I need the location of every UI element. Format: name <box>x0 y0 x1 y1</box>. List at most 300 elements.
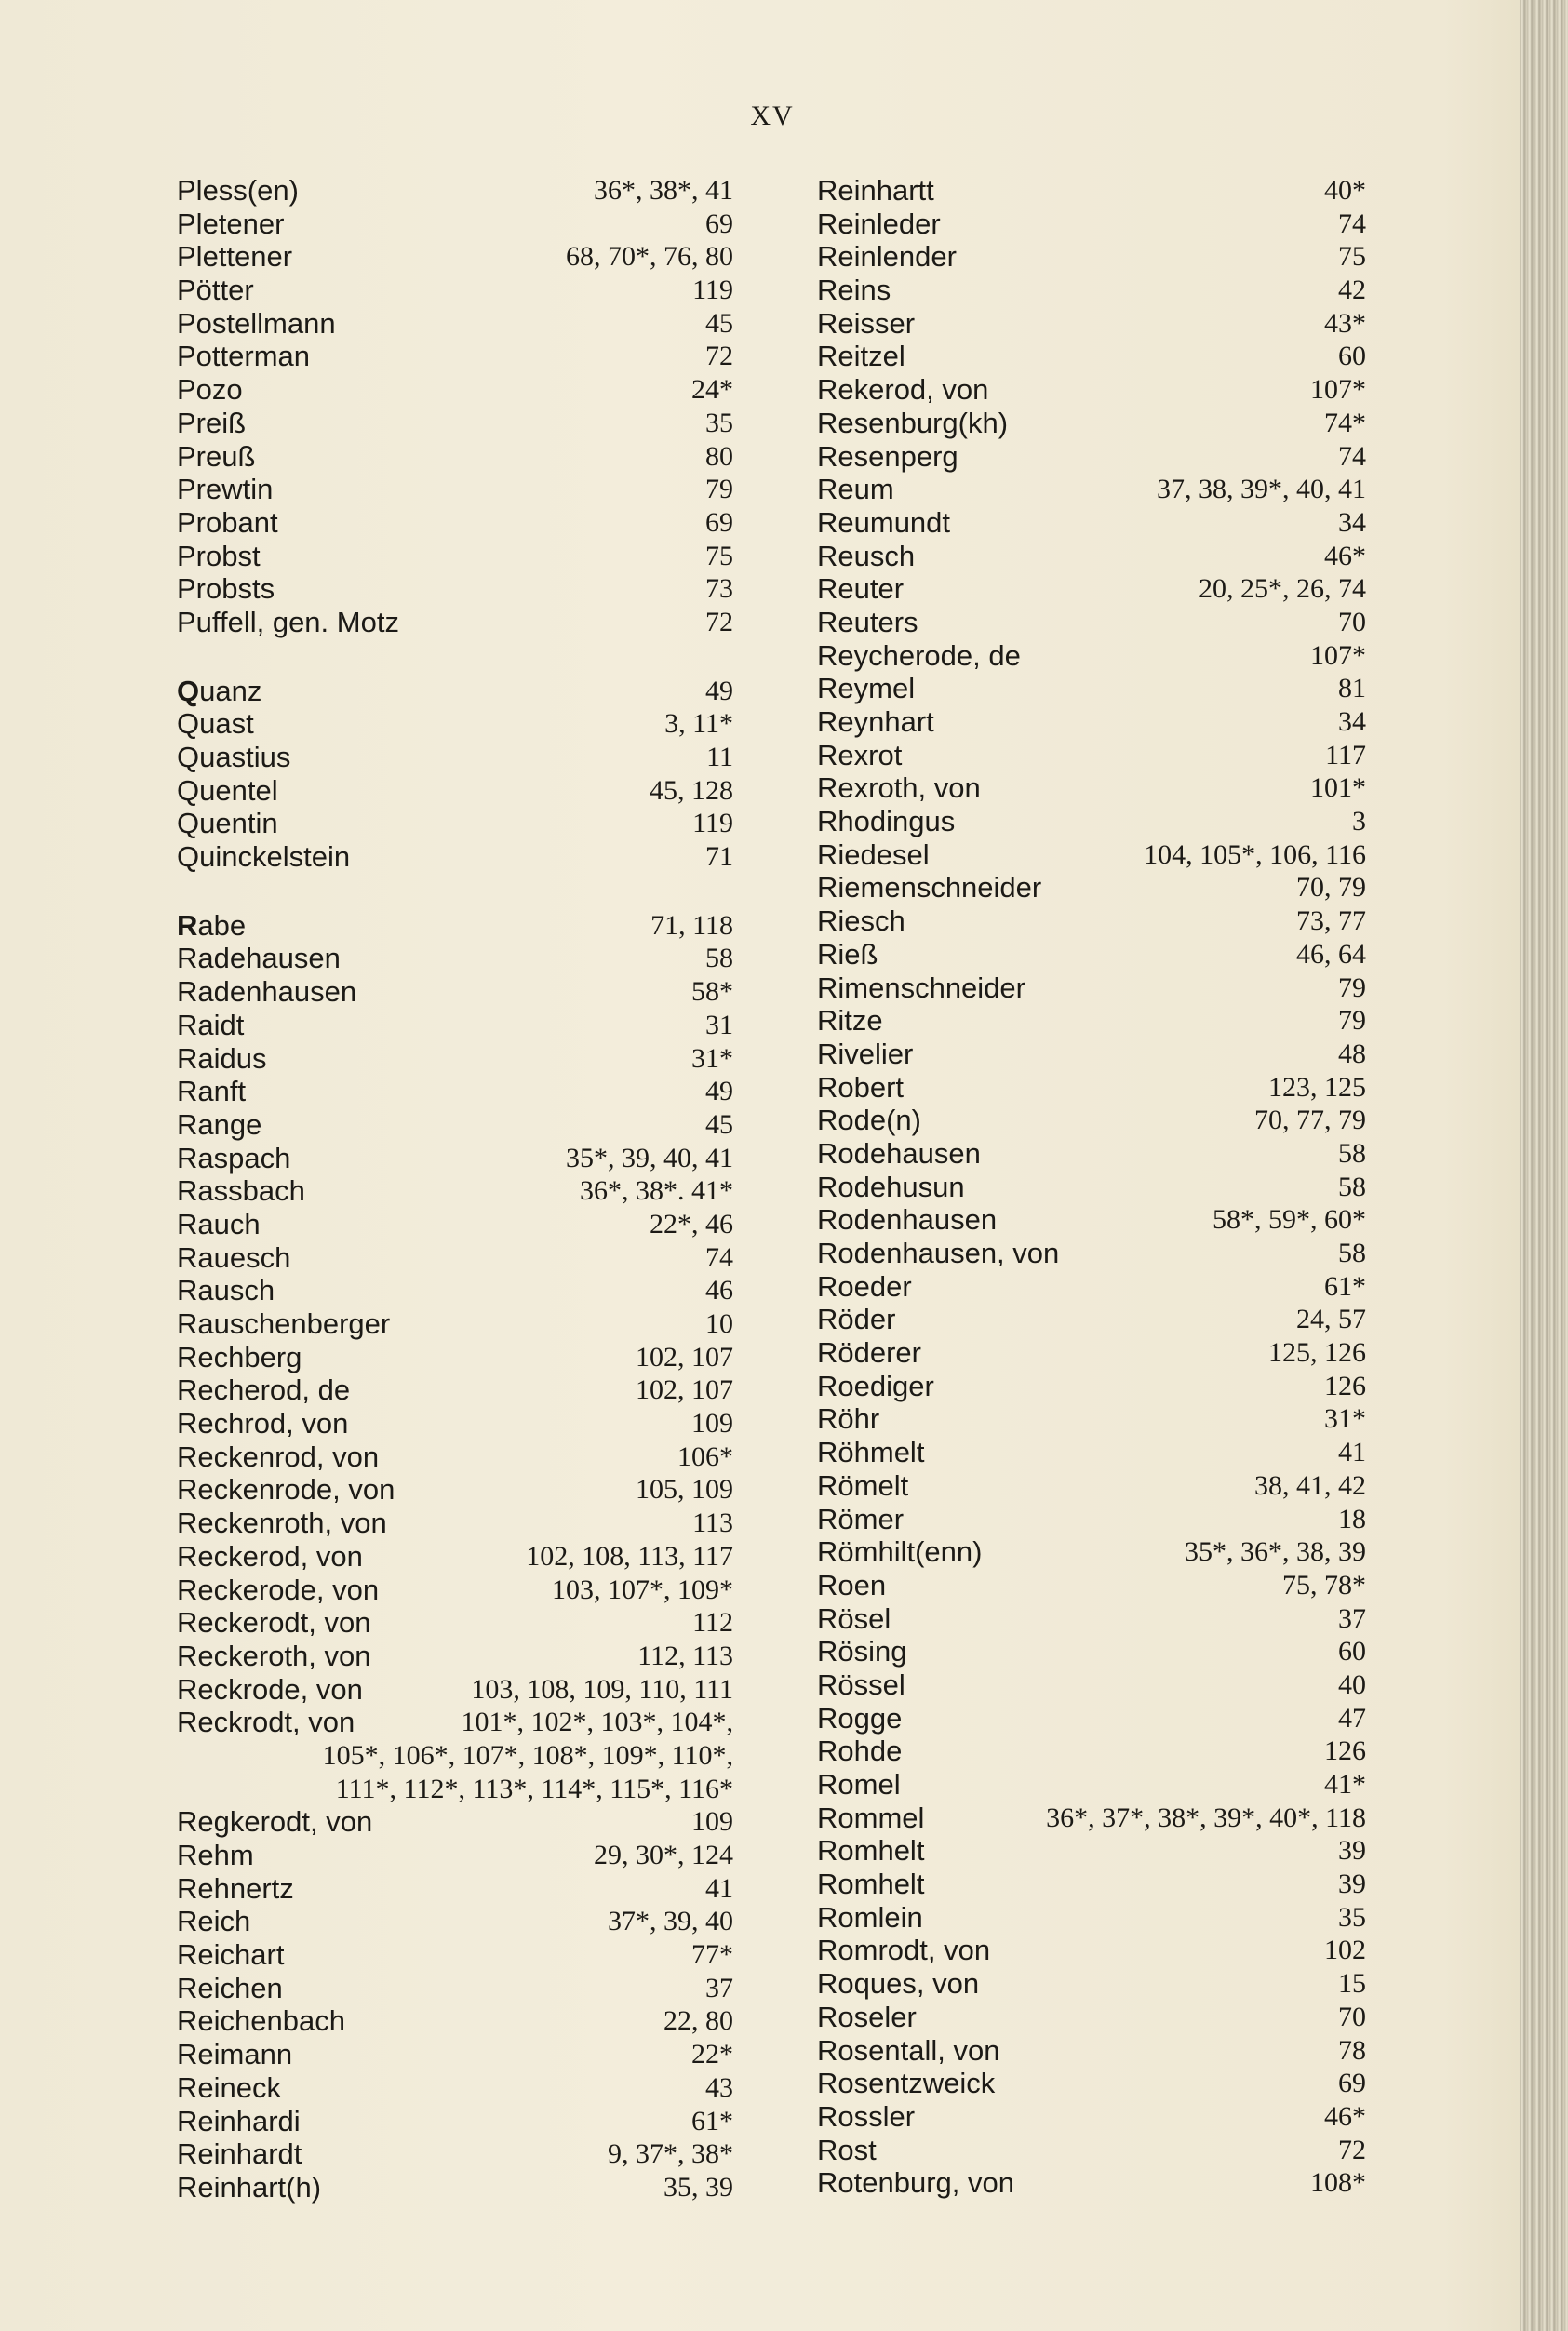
entry-pages: 71, 118 <box>650 909 733 941</box>
entry-name: Rassbach <box>177 1174 305 1208</box>
entry-name: Rekerod, von <box>817 373 989 407</box>
entry-name: Riesch <box>817 904 905 938</box>
entry-name: Reycherode, de <box>817 638 1021 672</box>
entry-pages: 69 <box>705 208 733 239</box>
entry-pages: 35*, 39, 40, 41 <box>566 1142 733 1173</box>
entry-name: Reinlender <box>817 240 957 274</box>
entry-pages: 109 <box>691 1408 733 1440</box>
entry-pages: 20, 25*, 26, 74 <box>1199 573 1366 605</box>
entry-pages: 102, 107 <box>636 1341 733 1373</box>
entry-name: Raidt <box>177 1008 245 1041</box>
index-entry <box>177 1905 735 1938</box>
entry-name: Rode(n) <box>817 1104 921 1137</box>
entry-name: Regkerodt, von <box>177 1805 373 1839</box>
index-entry <box>817 1602 1366 1636</box>
entry-pages: 102, 108, 113, 117 <box>526 1540 733 1572</box>
entry-pages: 22*, 46 <box>650 1208 733 1239</box>
entry-name: Reinhart(h) <box>177 2170 322 2204</box>
entry-name: Reckerod, von <box>177 1539 363 1573</box>
entry-pages: 108* <box>1310 2167 1366 2199</box>
entry-pages: 74* <box>1324 407 1366 438</box>
index-entry <box>177 473 735 506</box>
entry-name-rest: abe <box>197 908 247 942</box>
entry-pages: 70 <box>1338 2001 1366 2032</box>
entry-pages: 35*, 36*, 38, 39 <box>1185 1536 1366 1568</box>
entry-pages: 49 <box>705 675 733 706</box>
entry-pages: 60 <box>1338 341 1366 372</box>
entry-pages: 45 <box>705 1108 733 1140</box>
entry-name: Reckrodt, von <box>177 1706 355 1739</box>
entry-name: Röderer <box>817 1336 921 1370</box>
entry-pages: 103, 108, 109, 110, 111 <box>471 1673 733 1705</box>
entry-pages: 81 <box>1338 673 1366 704</box>
index-entry <box>817 2067 1366 2100</box>
entry-name: Rösing <box>817 1635 907 1668</box>
entry-name: Probst <box>177 539 261 572</box>
entry-name: Rehm <box>177 1839 254 1871</box>
entry-pages: 34 <box>1338 506 1366 538</box>
entry-pages: 112 <box>692 1607 733 1639</box>
entry-pages: 34 <box>1338 706 1366 737</box>
index-entry <box>177 1938 735 1972</box>
entry-pages: 36*, 38*. 41* <box>580 1175 733 1207</box>
entry-pages: 75, 78* <box>1282 1569 1366 1601</box>
index-entry <box>177 174 735 208</box>
entry-name: Reuters <box>817 605 918 638</box>
index-entry <box>177 407 735 440</box>
index-entry <box>817 1668 1366 1702</box>
entry-pages: 74 <box>1338 208 1366 239</box>
index-entry <box>817 1702 1366 1735</box>
entry-pages: 18 <box>1338 1503 1366 1534</box>
entry-name: Reckenrode, von <box>177 1473 395 1507</box>
entry-pages: 58* <box>691 976 733 1008</box>
entry-pages: 80 <box>705 440 733 472</box>
entry-name: Robert <box>817 1070 905 1104</box>
index-entry <box>817 1535 1366 1569</box>
index-entry <box>177 208 735 241</box>
entry-name: Pletener <box>177 207 285 240</box>
entry-name: Reinleder <box>817 207 941 240</box>
entry-name: Ritze <box>817 1004 883 1038</box>
index-entry <box>177 1739 735 1773</box>
entry-pages: 42 <box>1338 275 1366 306</box>
index-entry <box>817 1967 1366 2001</box>
index-entry <box>177 1507 735 1540</box>
index-entry <box>817 340 1366 373</box>
entry-pages: 73, 77 <box>1296 905 1366 937</box>
index-entry <box>817 1402 1366 1436</box>
entry-pages: 113 <box>692 1507 733 1539</box>
entry-name: Rechrod, von <box>177 1407 349 1440</box>
index-entry <box>177 274 735 307</box>
entry-pages: 79 <box>1338 971 1366 1003</box>
entry-name: Riedesel <box>817 837 930 871</box>
entry-pages: 73 <box>705 573 733 605</box>
index-entry <box>817 1469 1366 1503</box>
index-entry <box>177 506 735 540</box>
entry-name: Reuter <box>817 572 905 606</box>
entry-name: Rössel <box>817 1668 905 1701</box>
entry-name: Quinckelstein <box>177 840 351 874</box>
index-entry <box>817 174 1366 208</box>
page-number: XV <box>750 100 795 131</box>
entry-pages: 58 <box>1338 1171 1366 1202</box>
entry-pages: 37 <box>705 1972 733 2003</box>
index-entry <box>177 572 735 606</box>
entry-pages: 58*, 59*, 60* <box>1213 1204 1366 1236</box>
entry-name: Rost <box>817 2133 877 2166</box>
index-entry <box>177 240 735 274</box>
entry-pages: 58 <box>705 943 733 974</box>
entry-pages: 71 <box>705 841 733 873</box>
entry-name: Reimann <box>177 2038 293 2071</box>
entry-name: Preuß <box>177 439 256 473</box>
index-entry <box>177 440 735 474</box>
index-entry <box>817 606 1366 639</box>
entry-pages: 70, 77, 79 <box>1254 1105 1366 1136</box>
entry-name: Reckerode, von <box>177 1573 380 1606</box>
entry-pages: 119 <box>692 275 733 306</box>
entry-pages: 37*, 39, 40 <box>608 1906 733 1937</box>
entry-pages: 78 <box>1338 2034 1366 2066</box>
entry-name: Rieß <box>817 937 878 971</box>
index-entry <box>817 1370 1366 1403</box>
index-entry <box>177 2004 735 2038</box>
entry-name: Römhilt(enn) <box>817 1535 983 1569</box>
entry-name: Romlein <box>817 1900 923 1934</box>
index-entry <box>817 440 1366 474</box>
entry-pages: 112, 113 <box>637 1640 733 1671</box>
entry-pages: 125, 126 <box>1268 1337 1366 1369</box>
index-entry <box>177 1142 735 1175</box>
entry-name: Reisser <box>817 306 916 340</box>
entry-pages: 41 <box>1338 1437 1366 1468</box>
index-entry <box>817 971 1366 1005</box>
entry-pages: 3 <box>1352 806 1366 837</box>
index-entry <box>177 1872 735 1906</box>
entry-name: Roen <box>817 1568 887 1601</box>
entry-name: Quast <box>177 707 254 741</box>
section-gap <box>177 639 735 675</box>
entry-pages: 119 <box>692 808 733 839</box>
index-entry <box>177 1042 735 1076</box>
entry-name: Quentin <box>177 807 278 840</box>
entry-name: Rodehusun <box>817 1170 965 1203</box>
entry-pages: 43* <box>1324 307 1366 339</box>
entry-pages: 102 <box>1324 1935 1366 1966</box>
entry-name: Reynhart <box>817 705 934 738</box>
entry-pages: 29, 30*, 124 <box>594 1840 733 1870</box>
index-entry <box>817 2034 1366 2068</box>
entry-name: Romhelt <box>817 1834 925 1868</box>
entry-name-rest: uanz <box>199 674 262 707</box>
index-entry <box>177 909 735 943</box>
entry-name: Quastius <box>177 741 291 773</box>
entry-name: Rexrot <box>817 738 903 771</box>
index-entry <box>177 1805 735 1839</box>
entry-name: Range <box>177 1107 262 1141</box>
entry-pages: 41 <box>705 1872 733 1904</box>
entry-name: Radenhausen <box>177 975 357 1009</box>
entry-pages: 36*, 37*, 38*, 39*, 40*, 118 <box>1046 1802 1366 1833</box>
entry-name: Probsts <box>177 572 275 606</box>
index-entry <box>177 840 735 874</box>
index-entry <box>817 240 1366 274</box>
entry-name: Resenburg(kh) <box>817 406 1009 439</box>
index-entry <box>817 1901 1366 1935</box>
entry-name: Rodenhausen <box>817 1203 998 1237</box>
entry-pages: 46* <box>1324 2100 1366 2132</box>
entry-name: Rommel <box>817 1801 925 1834</box>
entry-name: Rexroth, von <box>817 771 981 805</box>
index-entry <box>817 1569 1366 1602</box>
entry-name: Quentel <box>177 773 278 807</box>
entry-name: Reinhardi <box>177 2104 301 2137</box>
entry-pages: 61* <box>691 2105 733 2137</box>
entry-name: Röhmelt <box>817 1436 925 1469</box>
section-gap <box>177 874 735 909</box>
entry-name: Rohde <box>817 1735 903 1768</box>
entry-name: Reum <box>817 473 894 506</box>
index-entry <box>177 1640 735 1673</box>
entry-pages: 105*, 106*, 107*, 108*, 109*, 110*, <box>322 1739 733 1771</box>
entry-pages: 11 <box>706 742 733 772</box>
entry-name: Rodenhausen, von <box>817 1237 1060 1269</box>
entry-name: Römelt <box>817 1468 909 1502</box>
index-entry <box>177 1540 735 1574</box>
entry-pages: 40 <box>1338 1668 1366 1700</box>
entry-pages: 22, 80 <box>663 2005 733 2037</box>
index-entry <box>177 1373 735 1407</box>
entry-name: Roeder <box>817 1269 912 1303</box>
entry-name: Rosentzweick <box>817 2067 996 2100</box>
entry-pages: 31* <box>691 1042 733 1074</box>
index-entry <box>817 1503 1366 1536</box>
entry-name: Rogge <box>817 1701 903 1735</box>
index-entry <box>817 705 1366 739</box>
entry-pages: 72 <box>1338 2134 1366 2165</box>
entry-pages: 39 <box>1338 1869 1366 1900</box>
entry-pages: 105, 109 <box>636 1474 733 1506</box>
entry-pages: 41* <box>1324 1769 1366 1800</box>
entry-name: Reitzel <box>817 340 905 373</box>
entry-pages: 45, 128 <box>650 774 733 806</box>
entry-name: Reinhardt <box>177 2137 302 2171</box>
entry-name: Reineck <box>177 2070 281 2104</box>
entry-pages: 126 <box>1324 1735 1366 1767</box>
entry-name: Pötter <box>177 274 254 307</box>
entry-pages: 60 <box>1338 1636 1366 1668</box>
index-entry <box>177 373 735 407</box>
index-entry <box>817 1436 1366 1469</box>
index-entry <box>817 1237 1366 1270</box>
entry-name: Pless(en) <box>177 174 299 207</box>
index-entry <box>177 1407 735 1440</box>
entry-pages: 31* <box>1324 1403 1366 1435</box>
entry-name: Reckenroth, von <box>177 1507 387 1540</box>
index-entry <box>817 208 1366 241</box>
entry-name: Roques, von <box>817 1967 980 2001</box>
entry-name <box>177 675 261 708</box>
entry-name: Rauesch <box>177 1240 291 1274</box>
entry-name: Reckrode, von <box>177 1672 363 1706</box>
entry-pages: 101* <box>1310 772 1366 804</box>
entry-pages: 75 <box>705 540 733 571</box>
index-entry <box>177 1274 735 1307</box>
index-entry <box>817 1868 1366 1901</box>
entry-name: Recherod, de <box>177 1373 351 1407</box>
index-entry <box>177 1440 735 1474</box>
entry-name: Ranft <box>177 1075 247 1108</box>
index-entry <box>177 1673 735 1707</box>
index-entry <box>817 838 1366 872</box>
entry-name: Rimenschneider <box>817 971 1025 1004</box>
entry-name: Preiß <box>177 406 247 439</box>
entry-name: Reichart <box>177 1938 285 1972</box>
index-entry <box>177 1241 735 1275</box>
entry-pages: 61* <box>1324 1270 1366 1302</box>
index-entry <box>817 805 1366 838</box>
entry-name: Romel <box>817 1768 901 1801</box>
index-entry <box>817 1802 1366 1835</box>
entry-name: Radehausen <box>177 942 341 975</box>
index-entry <box>177 1009 735 1042</box>
entry-pages: 58 <box>1338 1137 1366 1169</box>
entry-name: Roediger <box>817 1369 934 1402</box>
entry-pages: 47 <box>1338 1702 1366 1734</box>
entry-pages: 77* <box>691 1939 733 1971</box>
index-entry <box>817 2100 1366 2134</box>
entry-pages: 22* <box>691 2039 733 2070</box>
entry-name: Reinhartt <box>817 174 934 207</box>
entry-name: Rechberg <box>177 1340 302 1373</box>
index-entry <box>817 739 1366 772</box>
entry-pages: 58 <box>1338 1238 1366 1268</box>
entry-pages: 24* <box>691 374 733 406</box>
index-entry <box>177 1208 735 1241</box>
section-initial: R <box>177 908 198 942</box>
index-entry <box>817 1834 1366 1868</box>
index-entry <box>817 1934 1366 1967</box>
index-entry <box>817 639 1366 673</box>
index-entry <box>177 2071 735 2105</box>
entry-name: Raidus <box>177 1041 267 1075</box>
index-entry <box>817 1104 1366 1137</box>
index-entry <box>817 1270 1366 1304</box>
index-entry <box>817 871 1366 904</box>
index-column-left <box>177 174 735 2204</box>
index-entry <box>817 2166 1366 2200</box>
index-entry <box>817 540 1366 573</box>
entry-pages: 126 <box>1324 1370 1366 1401</box>
entry-name: Reich <box>177 1905 251 1938</box>
entry-name: Reusch <box>817 539 916 572</box>
entry-pages: 107* <box>1310 639 1366 671</box>
entry-pages: 123, 125 <box>1268 1071 1366 1103</box>
index-entry <box>817 1171 1366 1204</box>
entry-name: Romhelt <box>817 1868 925 1901</box>
entry-name: Plettener <box>177 240 293 274</box>
entry-name: Reumundt <box>817 505 951 539</box>
index-entry <box>177 1706 735 1739</box>
entry-pages: 48 <box>1338 1038 1366 1069</box>
entry-pages: 43 <box>705 2071 733 2103</box>
entry-pages: 106* <box>677 1440 733 1472</box>
entry-pages: 9, 37*, 38* <box>608 2138 733 2170</box>
entry-pages: 36*, 38*, 41 <box>594 175 733 206</box>
index-entry <box>817 307 1366 341</box>
entry-name: Reins <box>817 274 891 307</box>
entry-pages: 79 <box>705 474 733 505</box>
entry-name: Rauschenberger <box>177 1307 391 1340</box>
entry-name: Reckeroth, von <box>177 1639 371 1672</box>
index-entry <box>817 672 1366 705</box>
index-entry <box>177 1341 735 1374</box>
index-entry <box>817 572 1366 606</box>
entry-pages: 38, 41, 42 <box>1254 1469 1366 1501</box>
index-entry <box>817 1203 1366 1237</box>
entry-name: Pozo <box>177 373 243 407</box>
entry-pages: 117 <box>1325 739 1366 770</box>
entry-pages: 72 <box>705 606 733 637</box>
entry-pages: 74 <box>705 1241 733 1273</box>
index-entry <box>817 373 1366 407</box>
entry-pages: 3, 11* <box>664 708 733 740</box>
index-entry <box>177 2171 735 2204</box>
entry-name: Rehnertz <box>177 1871 294 1905</box>
index-entry <box>817 473 1366 506</box>
entry-pages: 70 <box>1338 606 1366 637</box>
index-column-right <box>817 174 1366 2200</box>
entry-pages: 102, 107 <box>636 1374 733 1406</box>
entry-pages: 104, 105*, 106, 116 <box>1144 838 1366 870</box>
index-entry <box>177 1108 735 1142</box>
entry-name: Röder <box>817 1303 896 1336</box>
entry-pages: 35 <box>705 407 733 438</box>
entry-pages: 69 <box>1338 2068 1366 2099</box>
index-entry <box>177 2038 735 2071</box>
index-entry <box>817 904 1366 938</box>
index-entry <box>177 1574 735 1607</box>
entry-pages: 40* <box>1324 175 1366 206</box>
entry-name: Rodehausen <box>817 1136 981 1170</box>
entry-pages: 75 <box>1338 241 1366 273</box>
section-initial: Q <box>177 674 200 707</box>
entry-name: Reckenrod, von <box>177 1440 380 1473</box>
page-edge-stack <box>1520 0 1568 2331</box>
entry-name: Rhodingus <box>817 805 956 838</box>
index-entry <box>817 1137 1366 1171</box>
entry-name: Potterman <box>177 340 311 373</box>
index-entry <box>177 774 735 808</box>
entry-pages: 31 <box>705 1009 733 1040</box>
index-entry <box>817 274 1366 307</box>
entry-name: Reichenbach <box>177 2004 345 2038</box>
entry-name: Postellmann <box>177 306 336 340</box>
entry-pages: 10 <box>705 1308 733 1339</box>
index-entry <box>177 942 735 975</box>
entry-name: Rotenburg, von <box>817 2166 1014 2200</box>
index-entry <box>817 1635 1366 1668</box>
entry-name: Rausch <box>177 1274 275 1307</box>
index-entry <box>177 1473 735 1507</box>
entry-name: Romrodt, von <box>817 1934 991 1967</box>
index-entry <box>177 1972 735 2005</box>
index-entry <box>177 2137 735 2171</box>
entry-pages: 74 <box>1338 440 1366 472</box>
index-entry <box>817 1038 1366 1071</box>
